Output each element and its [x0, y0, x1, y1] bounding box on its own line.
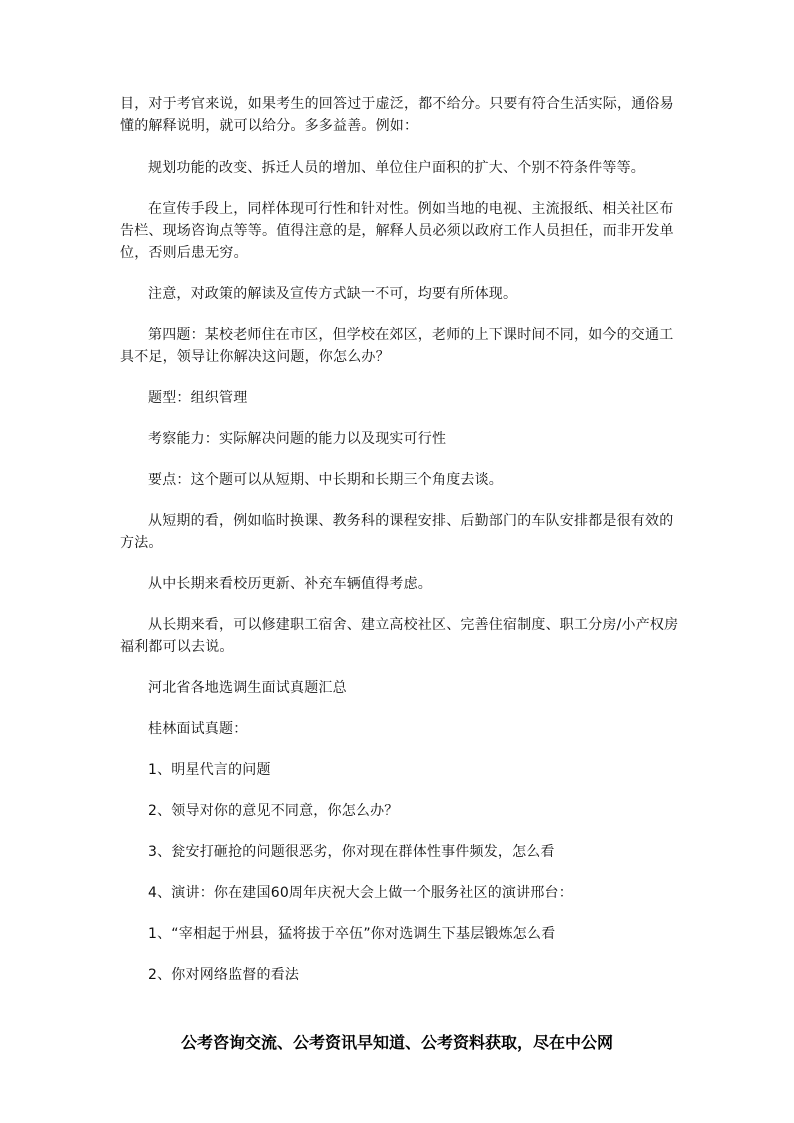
paragraph: 从中长期来看校历更新、补充车辆值得考虑。 — [148, 576, 432, 592]
list-item: 3、瓮安打砸抢的问题很恶劣，你对现在群体性事件频发，怎么看 — [148, 844, 555, 860]
paragraph: 注意，对政策的解读及宣传方式缺一不可，均要有所体现。 — [148, 286, 518, 302]
question-type: 题型：组织管理 — [148, 390, 248, 406]
question-paragraph: 第四题：某校老师住在市区，但学校在郊区，老师的上下课时间不同，如今的交通工具不足，领导让你解决这问题，你怎么办？ — [120, 327, 674, 365]
key-points: 要点：这个题可以从短期、中长期和长期三个角度去谈。 — [148, 472, 503, 488]
document-body — [120, 93, 680, 1005]
ability-tested: 考察能力：实际解决问题的能力以及现实可行性 — [148, 431, 447, 447]
list-item: 1、“宰相起于州县，猛将拔于卒伍”你对选调生下基层锻炼怎么看 — [148, 926, 556, 942]
list-item: 2、你对网络监督的看法 — [148, 967, 300, 983]
sub-heading: 桂林面试真题： — [148, 721, 248, 737]
paragraph: 规划功能的改变、拆迁人员的增加、单位住户面积的扩大、个别不符条件等等。 — [148, 160, 645, 176]
paragraph: 目，对于考官来说，如果考生的回答过于虚泛，都不给分。只要有符合生活实际，通俗易懂的解释说明，就可以给分。多多益善。例如： — [120, 96, 674, 134]
list-item: 2、领导对你的意见不同意，你怎么办？ — [148, 803, 399, 819]
section-heading: 河北省各地选调生面试真题汇总 — [148, 680, 347, 696]
page-footer: 公考咨询交流、公考资讯早知道、公考资料获取，尽在中公网 — [180, 1033, 613, 1052]
list-item: 1、明星代言的问题 — [148, 762, 271, 778]
paragraph: 从短期的看，例如临时换课、教务科的课程安排、后勤部门的车队安排都是很有效的方法。 — [120, 513, 674, 551]
paragraph: 从长期来看，可以修建职工宿舍、建立高校社区、完善住宿制度、职工分房/小产权房福利都可以去说。 — [120, 617, 679, 655]
paragraph: 在宣传手段上，同样体现可行性和针对性。例如当地的电视、主流报纸、相关社区布告栏、现场咨询点等等。值得注意的是，解释人员必须以政府工作人员担任，而非开发单位，否则后患无穷。 — [120, 201, 674, 261]
list-item: 4、演讲：你在建国60周年庆祝大会上做一个服务社区的演讲邢台： — [148, 885, 573, 901]
